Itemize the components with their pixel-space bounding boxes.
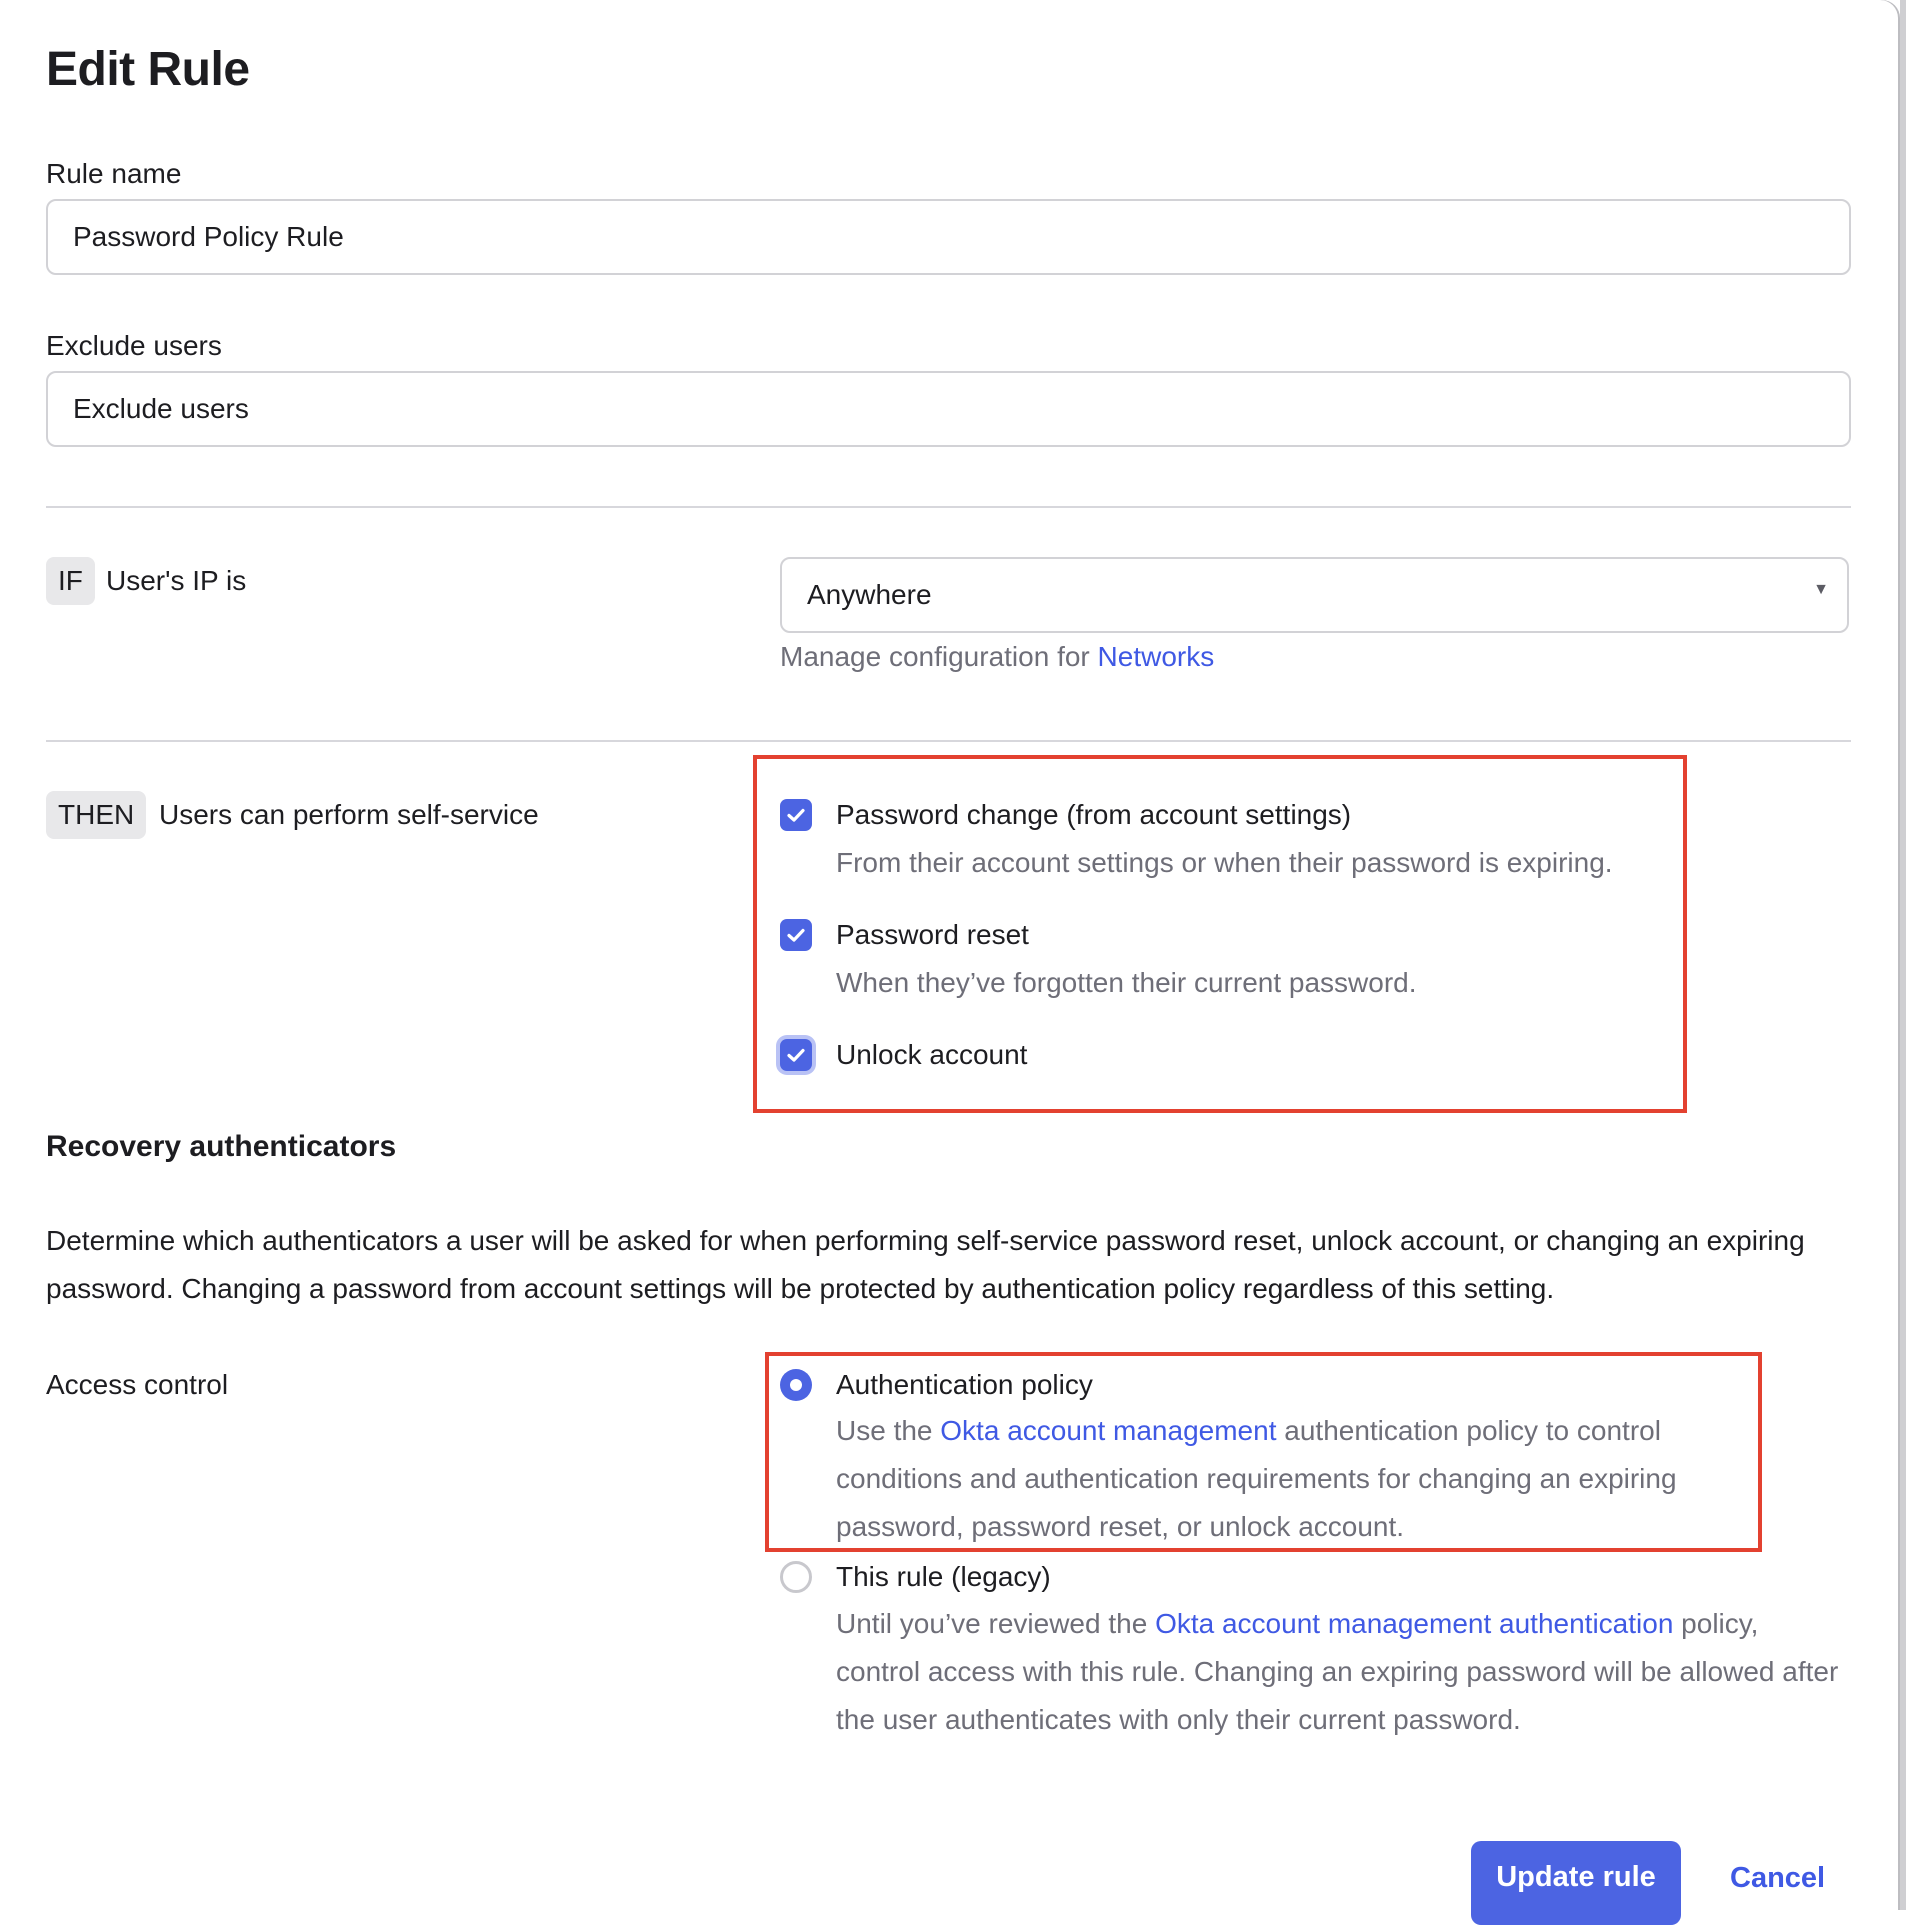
legacy-rule-radio[interactable] bbox=[780, 1561, 812, 1593]
exclude-users-label: Exclude users bbox=[46, 330, 222, 361]
recovery-description: Determine which authenticators a user will be asked for when performing self-service password reset, unlock account, or changing an expiring password. Changing a password from account settings will be protected by authentication policy regardless of this setting. bbox=[46, 1225, 1805, 1304]
page-backdrop bbox=[1900, 0, 1906, 1910]
highlight-box-auth-policy bbox=[765, 1352, 1762, 1552]
legacy-rule-desc-prefix: Until you’ve reviewed the bbox=[836, 1608, 1148, 1639]
auth-policy-desc-suffix: authentication policy to control conditions and authentication requirements for changing an expiring password, password reset, or unlock account. bbox=[836, 1415, 1677, 1542]
password-reset-desc: When they’ve forgotten their current password. bbox=[836, 967, 1417, 998]
dialog-title: Edit Rule bbox=[46, 43, 250, 96]
auth-policy-desc-prefix: Use the bbox=[836, 1415, 933, 1446]
recovery-heading: Recovery authenticators bbox=[46, 1130, 397, 1163]
update-rule-button[interactable]: Update rule bbox=[1471, 1841, 1681, 1925]
access-control-label: Access control bbox=[46, 1369, 229, 1400]
exclude-users-placeholder: Exclude users bbox=[73, 393, 249, 424]
highlight-box-self-service bbox=[753, 755, 1687, 1113]
legacy-rule-title: This rule (legacy) bbox=[836, 1561, 1051, 1592]
action-label: Users can perform self-service bbox=[159, 799, 539, 830]
unlock-account-title: Unlock account bbox=[836, 1039, 1028, 1070]
networks-help-text: Manage configuration for bbox=[780, 641, 1090, 672]
password-change-desc: From their account settings or when their password is expiring. bbox=[836, 847, 1613, 878]
networks-help bbox=[780, 641, 1214, 673]
ip-select[interactable] bbox=[780, 557, 1849, 633]
rule-name-label: Rule name bbox=[46, 158, 182, 189]
legacy-rule-desc-suffix: policy, control access with this rule. Changing an expiring password will be allowed after the user authenticates with only their current password. bbox=[836, 1608, 1839, 1735]
password-change-title: Password change (from account settings) bbox=[836, 799, 1352, 830]
condition-label: User's IP is bbox=[106, 565, 247, 596]
if-badge: IF bbox=[46, 557, 95, 605]
password-reset-title: Password reset bbox=[836, 919, 1029, 950]
legacy-rule-desc bbox=[836, 1600, 1846, 1744]
rule-name-input[interactable] bbox=[46, 199, 1851, 275]
chevron-down-icon: ▼ bbox=[1813, 581, 1829, 598]
ip-select-value: Anywhere bbox=[807, 579, 932, 610]
exclude-users-input[interactable] bbox=[46, 371, 1851, 447]
okta-account-management-auth-link[interactable]: Okta account management authentication bbox=[1155, 1608, 1674, 1639]
divider bbox=[46, 506, 1851, 508]
cancel-button[interactable]: Cancel bbox=[1730, 1862, 1826, 1894]
auth-policy-title: Authentication policy bbox=[836, 1369, 1093, 1400]
rule-name-value: Password Policy Rule bbox=[73, 221, 344, 252]
networks-link[interactable]: Networks bbox=[1097, 641, 1215, 672]
okta-account-management-link[interactable]: Okta account management bbox=[940, 1415, 1277, 1446]
divider bbox=[46, 740, 1851, 742]
then-badge: THEN bbox=[46, 791, 146, 839]
